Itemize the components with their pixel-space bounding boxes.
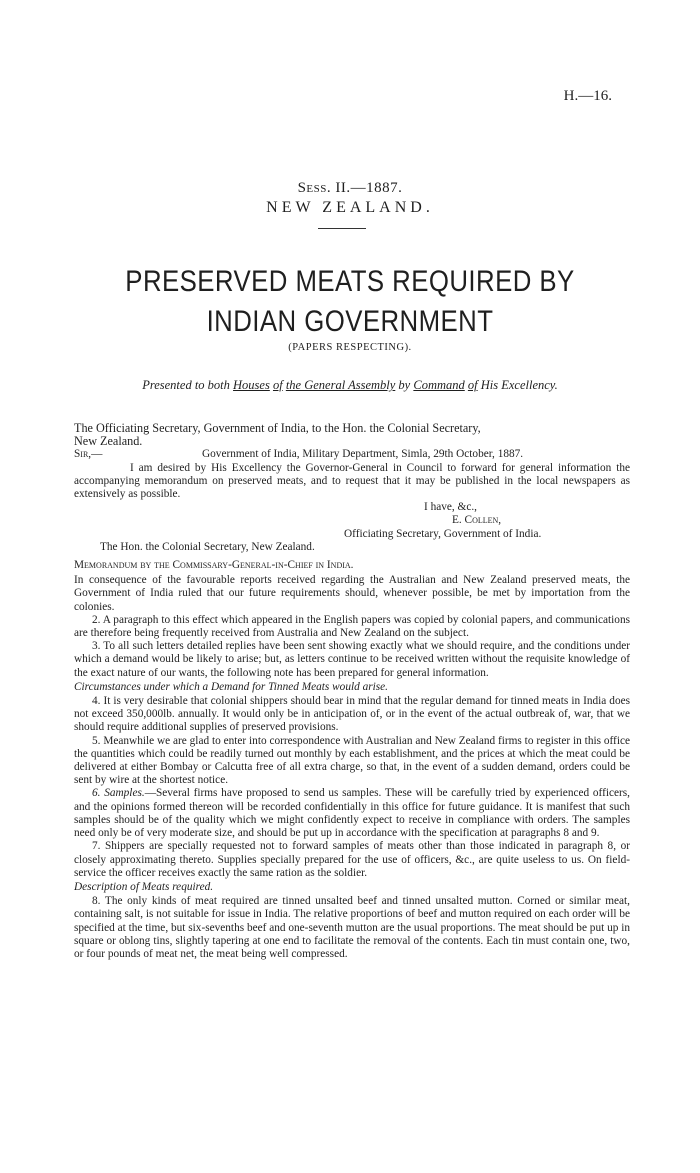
memorandum-para-2: 2. A paragraph to this effect which appeared in the English papers was copied by colonial papers, and communications are therefore being frequently received from Australia and New Zealand on the subject. [74, 613, 630, 640]
letter-signature-title: Officiating Secretary, Government of India. [344, 527, 542, 540]
session-line: Sess. II.—1887. [297, 180, 403, 196]
letter-dateline-row [74, 448, 630, 461]
presented-houses: Houses [233, 378, 270, 392]
section-heading-description: Description of Meats required. [74, 880, 214, 893]
letter-recipient: The Hon. the Colonial Secretary, New Zealand. [100, 540, 315, 553]
memorandum-para-7: 7. Shippers are specially requested not to forward samples of meats other than those indicated in paragraph 8, or closely approximating thereto. Supplies specially prepared for the use of officers, &c., are quite useless to us. On field-service the officer receives exactly the same ration as the soldier. [74, 840, 630, 879]
country-line: NEW ZEALAND. [266, 199, 434, 216]
letter-address-line2: New Zealand. [74, 434, 143, 449]
title-divider [318, 228, 366, 229]
letter-signature: E. Collen, [452, 514, 502, 527]
memorandum-para-3: 3. To all such letters detailed replies have been sent showing exactly what we should require, and the conditions under which a demand would be likely to arise; but, as letters continue to be received written without the requisite knowledge of the exact nature of our wants, the following note has been prepared for general information. [74, 640, 630, 679]
presented-line [0, 378, 700, 393]
memorandum-heading: Memorandum by the Commissary-General-in-Chief in India. [74, 559, 354, 572]
document-title: PRESERVED MEATS REQUIRED BY INDIAN GOVERNMENT [125, 265, 575, 338]
memorandum-para-5: 5. Meanwhile we are glad to enter into correspondence with Australian and New Zealand firms to register in this office the quantities which could be readily turned out monthly by each establishment, and the prices at which the meat could be delivered at either Bombay or Calcutta free of all extra charge, so that, in the event of a sudden demand, orders could be sent by wire at the shortest notice. [74, 734, 630, 787]
letter-body: I am desired by His Excellency the Governor-General in Council to forward for general information the accompanying memorandum on preserved meats, and to request that it may be published in the local newspapers as extensively as possible. [74, 461, 630, 501]
presented-command: Command [413, 378, 465, 392]
document-body [74, 422, 630, 961]
memorandum-intro: In consequence of the favourable reports received regarding the Australian and New Zealand preserved meats, the Government of India ruled that our future requirements should, whenever possible, be met by importation from the colonies. [74, 574, 630, 613]
memorandum-para-4: 4. It is very desirable that colonial shippers should bear in mind that the regular demand for tinned meats in India does not exceed 350,000lb. annually. It would only be in anticipation of, or in the event of the actual outbreak of, war, that we should require additional supplies of preserved provisions. [74, 695, 630, 734]
para-6-label: 6. Samples. [92, 787, 145, 800]
presented-excellency: His Excellency. [480, 378, 558, 392]
document-subtitle: (PAPERS RESPECTING). [288, 342, 412, 353]
memorandum-para-8: 8. The only kinds of meat required are tinned unsalted beef and tinned unsalted mutton. Corned or similar meat, containing salt, is not suitable for issue in India. The relative proportions of beef and mutton required on each order will be specified at the time, but six-sevenths beef and one-seventh mutton are the usual proportions. The meat should be put up in square or oblong tins, slightly tapering at one end to facilitate the removal of the contents. Each tin must contain one, two, or four pounds of meat net, the meat being well compressed. [74, 895, 630, 960]
presented-of-2: of [467, 378, 478, 392]
presented-of-1: of [272, 378, 283, 392]
letter-salutation: Sir,— [74, 448, 103, 461]
para-6-text: —Several firms have proposed to send us samples. These will be carefully tried by experienced officers, and the opinions formed thereon will be recorded confidentially in this office for future guidance. It is manifest that such samples should be of the quality which we might confidently expect to receive in compliance with orders. The samples need only be of very moderate size, and should be put up in accordance with the specification at paragraphs 8 and 9. [74, 787, 630, 840]
presented-prefix: Presented to both [142, 378, 230, 392]
letter-address-line1: The Officiating Secretary, Government of India, to the Hon. the Colonial Secretary, [74, 421, 481, 435]
page-reference: H.—16. [563, 88, 612, 104]
letter-closing: I have, &c., [424, 501, 478, 514]
presented-by: by [398, 378, 411, 392]
presented-assembly: the General Assembly [285, 378, 396, 392]
letter-dateline: Government of India, Military Department, Simla, 29th October, 1887. [202, 448, 524, 461]
memorandum-para-6 [74, 787, 630, 840]
section-heading-circumstances: Circumstances under which a Demand for Tinned Meats would arise. [74, 680, 388, 693]
